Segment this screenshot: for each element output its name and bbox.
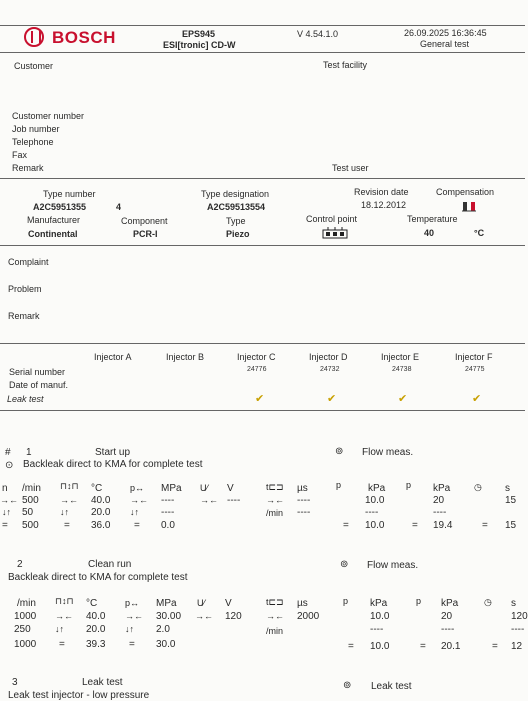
serial-f: 24775	[465, 366, 485, 373]
bosch-logo-icon	[24, 27, 44, 47]
injector-f-header: Injector F	[455, 352, 493, 362]
t2-r2-temp: 20.0	[86, 624, 106, 635]
leak-icon: ⊚	[343, 680, 352, 691]
pulse-icon: t⊏⊐	[266, 597, 284, 607]
type-label: Type	[226, 216, 246, 226]
temp-icon: ⊓↕⊓	[55, 596, 74, 606]
manufacturer: Continental	[28, 229, 78, 239]
t1-r1-us: ----	[297, 495, 311, 506]
t2-r1-kpa1: 10.0	[370, 611, 390, 622]
type-value: Piezo	[226, 229, 250, 239]
t2-r1-us: 2000	[297, 611, 320, 622]
equals-sign: =	[348, 641, 354, 652]
t1-r3-kpa2: 19.4	[433, 520, 453, 531]
pressure-icon: p↔	[125, 598, 140, 608]
equals-sign: =	[129, 639, 135, 650]
t1-degc-label: °C	[91, 483, 103, 494]
t2-r3-n: 1000	[14, 639, 37, 650]
t1-us-label: µs	[297, 483, 308, 494]
pulse-icon: t⊏⊐	[266, 482, 284, 492]
test3-desc: Leak test injector - low pressure	[8, 690, 150, 701]
t1-r1-temp: 40.0	[91, 495, 111, 506]
test1-flow: Flow meas.	[362, 447, 414, 458]
target-icon: →←	[60, 495, 78, 505]
voltage-icon: U⁄	[197, 598, 206, 608]
arrow-icon: →←	[0, 495, 18, 505]
equals-sign: =	[492, 641, 498, 652]
test3-flow: Leak test	[371, 681, 412, 692]
target-icon: →←	[266, 495, 284, 505]
injector-a-header: Injector A	[94, 352, 132, 362]
pressure-icon: p↔	[130, 483, 145, 493]
software-name: ESI[tronic] CD-W	[163, 40, 236, 50]
type-designation-label: Type designation	[201, 189, 270, 199]
test1-hash: #	[5, 447, 11, 458]
t1-r3-temp: 36.0	[91, 520, 111, 531]
leak-ok-d-icon: ✔	[327, 393, 337, 405]
remark-label: Remark	[12, 163, 44, 173]
leak-ok-e-icon: ✔	[398, 393, 408, 405]
t1-r1-kpa1: 10.0	[365, 495, 385, 506]
flow-icon: ⊚	[335, 446, 344, 457]
target-icon: →←	[195, 611, 213, 621]
control-point-label: Control point	[306, 214, 358, 224]
t1-r1-mpa: ----	[161, 495, 175, 506]
test2-desc: Backleak direct to KMA for complete test	[8, 572, 188, 583]
test-facility-label: Test facility	[323, 60, 368, 70]
t1-r2-kpa1: ----	[365, 507, 379, 518]
rail-pressure-icon: p	[343, 596, 349, 606]
leak-test-label: Leak test	[7, 394, 44, 404]
notes-remark-label: Remark	[8, 311, 40, 321]
t2-r3-kpa2: 20.1	[441, 641, 461, 652]
device-name: EPS945	[182, 29, 216, 39]
t2-min-label: /min	[17, 598, 36, 609]
voltage-icon: U⁄	[200, 483, 209, 493]
clock-icon: ◷	[474, 482, 482, 492]
t2-r1-v: 120	[225, 611, 242, 622]
t2-r1-temp: 40.0	[86, 611, 106, 622]
t1-kpa2-label: kPa	[433, 483, 451, 494]
test1-desc: Backleak direct to KMA for complete test	[23, 459, 203, 470]
test1-number: 1	[26, 447, 32, 458]
test2-name: Clean run	[88, 559, 132, 570]
equals-sign: =	[2, 520, 8, 531]
test2-flow: Flow meas.	[367, 560, 419, 571]
t2-r3-s: 12	[511, 641, 523, 652]
component: PCR-I	[133, 229, 158, 239]
injector-d-header: Injector D	[309, 352, 348, 362]
t1-r2-n: 50	[22, 507, 34, 518]
t1-v-label: V	[227, 483, 234, 494]
target-icon: →←	[55, 611, 73, 621]
backleak-pressure-icon: p	[416, 596, 422, 606]
t1-n-label: n	[2, 483, 8, 494]
equals-sign: =	[482, 520, 488, 531]
injector-e-header: Injector E	[381, 352, 420, 362]
equals-sign: =	[64, 520, 70, 531]
t1-r2-temp: 20.0	[91, 507, 111, 518]
telephone-label: Telephone	[12, 137, 54, 147]
t2-r3-temp: 39.3	[86, 639, 106, 650]
leak-ok-f-icon: ✔	[472, 393, 482, 405]
tolerance-icon: ↓↑	[60, 507, 69, 517]
t1-r2-min: /min	[266, 508, 284, 518]
target-icon: →←	[125, 611, 143, 621]
customer-label: Customer	[14, 61, 54, 71]
equals-sign: =	[412, 520, 418, 531]
test3-number: 3	[12, 677, 18, 688]
tolerance-icon: ↓↑	[55, 624, 64, 634]
t2-degc-label: °C	[86, 598, 98, 609]
equals-sign: =	[343, 520, 349, 531]
t1-mpa-label: MPa	[161, 483, 182, 494]
t1-r1-n: 500	[22, 495, 39, 506]
job-number-label: Job number	[12, 124, 60, 134]
t1-r2-kpa2: ----	[433, 507, 447, 518]
tolerance-icon: ↓↑	[125, 624, 134, 634]
t2-r2-kpa2: ----	[441, 624, 455, 635]
t2-r1-kpa2: 20	[441, 611, 453, 622]
test1-name: Start up	[95, 447, 131, 458]
equals-sign: =	[420, 641, 426, 652]
t2-r3-mpa: 30.0	[156, 639, 176, 650]
injector-b-header: Injector B	[166, 352, 205, 362]
t2-r2-n: 250	[14, 624, 31, 635]
revision-date-label: Revision date	[354, 187, 409, 197]
serial-e: 24738	[392, 366, 412, 373]
revision-date: 18.12.2012	[361, 200, 407, 210]
t2-r1-s: 120	[511, 611, 528, 622]
injector-c-header: Injector C	[237, 352, 276, 362]
datetime: 26.09.2025 16:36:45	[404, 28, 487, 38]
target-icon: →←	[200, 495, 218, 505]
t2-r2-min: /min	[266, 626, 284, 636]
t2-us-label: µs	[297, 598, 308, 609]
leak-ok-c-icon: ✔	[255, 393, 265, 405]
test3-name: Leak test	[82, 677, 123, 688]
test-name: General test	[420, 39, 470, 49]
serial-d: 24732	[320, 366, 340, 373]
temp-icon: ⊓↕⊓	[60, 481, 79, 491]
t1-kpa1-label: kPa	[368, 483, 386, 494]
temperature: 40	[424, 228, 435, 238]
type-count: 4	[116, 202, 122, 212]
date-of-manuf-label: Date of manuf.	[9, 380, 69, 390]
t2-kpa1-label: kPa	[370, 598, 388, 609]
temperature-label: Temperature	[407, 214, 458, 224]
target-icon: →←	[266, 611, 284, 621]
t1-r2-mpa: ----	[161, 507, 175, 518]
complaint-label: Complaint	[8, 257, 49, 267]
backleak-pressure-icon: p	[406, 480, 412, 490]
problem-label: Problem	[8, 284, 42, 294]
t1-r3-s: 15	[505, 520, 517, 531]
t1-r3-kpa1: 10.0	[365, 520, 385, 531]
tolerance-icon: ↓↑	[2, 507, 11, 517]
type-designation: A2C59513554	[207, 202, 266, 212]
t2-s-label: s	[511, 598, 516, 609]
t1-r3-mpa: 0.0	[161, 520, 175, 531]
t2-v-label: V	[225, 598, 232, 609]
customer-number-label: Customer number	[12, 111, 85, 121]
t1-s-label: s	[505, 483, 510, 494]
t1-r2-us: ----	[297, 507, 311, 518]
type-number: A2C5951355	[33, 202, 87, 212]
control-point-icon	[322, 226, 348, 244]
compensation-label: Compensation	[436, 187, 495, 197]
flow-icon: ⊚	[340, 559, 349, 570]
t2-r2-s: ----	[511, 624, 525, 635]
t2-r2-mpa: 2.0	[156, 624, 170, 635]
t1-r1-kpa2: 20	[433, 495, 445, 506]
equals-sign: =	[134, 520, 140, 531]
serial-number-label: Serial number	[9, 367, 66, 377]
t2-r3-kpa1: 10.0	[370, 641, 390, 652]
compensation-icon	[462, 199, 476, 210]
tolerance-icon: ↓↑	[130, 507, 139, 517]
t1-r1-s: 15	[505, 495, 517, 506]
rail-pressure-icon: p	[336, 480, 342, 490]
t2-r1-mpa: 30.00	[156, 611, 182, 622]
component-label: Component	[121, 216, 168, 226]
t1-r1-v: ----	[227, 495, 241, 506]
equals-sign: =	[59, 639, 65, 650]
t2-r2-kpa1: ----	[370, 624, 384, 635]
fax-label: Fax	[12, 150, 28, 160]
test-user-label: Test user	[332, 163, 369, 173]
t1-r3-n: 500	[22, 520, 39, 531]
t1-min-label: /min	[22, 483, 41, 494]
target-icon: →←	[130, 495, 148, 505]
gauge-icon: ⊙	[5, 460, 14, 471]
t2-kpa2-label: kPa	[441, 598, 459, 609]
type-number-label: Type number	[43, 189, 96, 199]
clock-icon: ◷	[484, 597, 492, 607]
manufacturer-label: Manufacturer	[27, 215, 81, 225]
temperature-unit: °C	[474, 228, 485, 238]
t2-r1-n: 1000	[14, 611, 37, 622]
serial-c: 24776	[247, 366, 267, 373]
version: V 4.54.1.0	[297, 29, 339, 39]
test2-number: 2	[17, 559, 23, 570]
t2-mpa-label: MPa	[156, 598, 177, 609]
brand-name: BOSCH	[52, 28, 116, 47]
